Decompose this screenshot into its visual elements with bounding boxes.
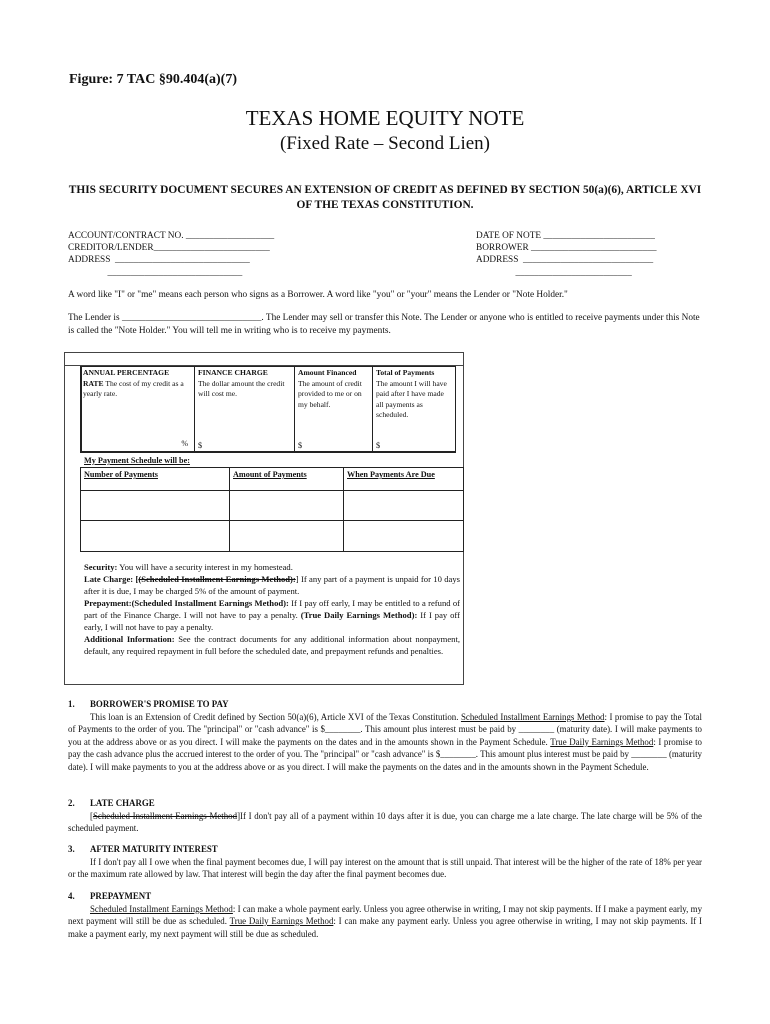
section-title: PREPAYMENT (90, 891, 152, 901)
column-amount-of-payments: Amount of Payments (230, 468, 344, 491)
prepayment-label-true-daily: (True Daily Earnings Method): (300, 610, 418, 620)
table-row (81, 521, 464, 552)
late-charge-text: ] If any part of a payment is unpaid for 10 days after it is due, I may be charged 5% of the amount of payment. (84, 574, 460, 596)
amount-financed-description: The amount of credit provided to me or on my behalf. (298, 378, 362, 409)
tila-apr-cell (80, 366, 195, 453)
section-number: 3. (68, 844, 75, 854)
table-cell[interactable] (81, 521, 230, 552)
header-right-fields: DATE OF NOTE ________________________ BORROWER ___________________________ ADDRESS ____________________________ _________________________ (476, 231, 657, 278)
document-subtitle: (Fixed Rate – Second Lien) (279, 133, 490, 154)
section-text-run: : I can make any payment early. Unless you agree otherwise in writing, I may not skip payments. If I make a payment early, my next payment will still be due as scheduled. (68, 916, 702, 939)
additional-info-label: Additional Information: (84, 634, 175, 644)
section-text-run: Scheduled Installment Earnings Method (90, 903, 233, 914)
prepayment-text-true-daily: If I pay off early, I will not have to pay a penalty. (84, 610, 460, 632)
section-text-run: [ (90, 810, 93, 821)
total-payments-value: $ (376, 440, 381, 450)
section-body (68, 903, 702, 941)
section-heading (68, 890, 702, 903)
security-disclosure (84, 561, 460, 573)
tila-finance-charge-cell (195, 366, 295, 453)
section-text-run: If I don't pay all I owe when the final payment becomes due, I will pay interest on the amount that is still unpaid. That interest will be the higher of the rate of 18% per year or the maximum rate allowed by law. That interest will begin the day after the final payment becomes due. (68, 856, 702, 879)
column-number-of-payments: Number of Payments (81, 468, 230, 491)
total-payments-heading: Total of Payments (376, 368, 435, 377)
section-prepayment (68, 890, 702, 940)
section-text-run: Scheduled Installment Earnings Method (460, 711, 605, 722)
total-payments-description: The amount I will have paid after I have made all payments as scheduled. (376, 378, 447, 419)
section-text-run: True Daily Earnings Method (229, 916, 334, 926)
section-text-run: Scheduled Installment Earnings Method (92, 810, 238, 821)
section-number: 1. (68, 699, 75, 709)
section-body (68, 856, 702, 881)
amount-financed-heading: Amount Financed (298, 368, 357, 377)
disclosure-details (84, 561, 460, 657)
security-text: You will have a security interest in my homestead. (117, 562, 293, 572)
figure-label: Figure: 7 TAC §90.404(a)(7) (69, 72, 237, 87)
finance-charge-heading: FINANCE CHARGE (198, 368, 268, 377)
section-late-charge (68, 797, 702, 835)
section-title: AFTER MATURITY INTEREST (90, 844, 218, 854)
table-cell[interactable] (230, 521, 344, 552)
disclosure-box-header-strip (64, 352, 464, 366)
column-when-payments-due: When Payments Are Due (344, 468, 464, 491)
additional-information (84, 633, 460, 657)
late-charge-struck-method: (Scheduled Installment Earnings Method): (138, 574, 296, 584)
lender-paragraph: The Lender is ______________________________. The Lender may sell or transfer this Note. The Lender or anyone who is entitled to receive payments under this Note is called the "Note Holder." You will tell me in writing who is to receive my payments. (68, 313, 700, 336)
additional-info-text: See the contract documents for any additional information about nonpayment, default, any required repayment in full before the scheduled date, and prepayment refunds and penalties. (84, 634, 460, 656)
amount-financed-value: $ (298, 440, 303, 450)
table-cell[interactable] (230, 490, 344, 521)
security-notice: THIS SECURITY DOCUMENT SECURES AN EXTENSION OF CREDIT AS DEFINED BY SECTION 50(a)(6), ARTICLE XVI OF THE TEXAS CONSTITUTION. (68, 184, 702, 211)
section-text-run: This loan is an Extension of Credit defined by Section 50(a)(6), Article XVI of the Texas Constitution. (90, 711, 461, 722)
section-promise-to-pay (68, 698, 702, 773)
finance-charge-description: The dollar amount the credit will cost me. (198, 378, 285, 398)
section-text-run: True Daily Earnings Method (550, 736, 654, 747)
definitions-paragraph: A word like "I" or "me" means each person who signs as a Borrower. A word like "you" or "your" means the Lender or "Note Holder." (68, 290, 568, 300)
section-number: 2. (68, 798, 75, 808)
prepayment-label: Prepayment:(Scheduled Installment Earnings Method): (84, 598, 289, 608)
payment-schedule-title: My Payment Schedule will be: (84, 456, 190, 465)
section-text-run: : I promise to pay the cash advance plus the accrued interest to the order of you. The "principal" or "cash advance" is $________. This amount plus interest must be paid by ________ (maturity date). I will make payments to you at the address above or as you direct. I will make the payments on the dates and in the amounts shown in the Payment Schedule. (68, 736, 702, 772)
tila-amount-financed-cell (295, 366, 373, 453)
section-text-run: : I can make a whole payment early. Unless you agree otherwise in writing, I may not skip payments. If I make a payment early, my next payment will still be due as scheduled. (68, 903, 703, 926)
apr-value: % (181, 438, 188, 448)
table-cell[interactable] (344, 521, 464, 552)
tila-total-payments-cell (373, 366, 456, 453)
prepayment-disclosure (84, 597, 460, 633)
apr-heading: ANNUAL PERCENTAGE RATE (83, 368, 170, 388)
payment-schedule-table (80, 467, 464, 552)
section-body (68, 810, 702, 835)
table-row (81, 490, 464, 521)
section-text-run: : I promise to pay the Total of Payments to the order of you. The "principal" or "cash advance" is $________. This amount plus interest must be paid by ________ (maturity date). I will make payments to you at the address above or as you direct. I will make the payments on the dates and in the amounts shown in the Payment Schedule. (68, 711, 702, 747)
table-cell[interactable] (344, 490, 464, 521)
header-left-fields: ACCOUNT/CONTRACT NO. ___________________ CREDITOR/LENDER_________________________ ADDRESS _____________________________ _____________________________ (68, 231, 275, 278)
document-title: TEXAS HOME EQUITY NOTE (245, 106, 525, 130)
prepayment-text: If I pay off early, I may be entitled to a refund of part of the Finance Charge. I will not have to pay a penalty. (84, 598, 460, 620)
finance-charge-value: $ (198, 440, 203, 450)
table-header-row (81, 468, 464, 491)
section-heading (68, 698, 702, 711)
section-title: BORROWER'S PROMISE TO PAY (90, 699, 229, 709)
section-title: LATE CHARGE (90, 798, 155, 808)
section-number: 4. (68, 891, 75, 901)
section-heading (68, 797, 702, 810)
section-after-maturity-interest (68, 843, 702, 881)
table-cell[interactable] (81, 490, 230, 521)
section-body (68, 711, 702, 774)
apr-description: The cost of my credit as a yearly rate. (83, 378, 184, 398)
section-heading (68, 843, 702, 856)
late-charge-label: Late Charge: [ (84, 574, 139, 584)
section-text-run: ]If I don't pay all of a payment within 10 days after it is due, you can charge me a late charge. The late charge will be 5% of the scheduled payment. (68, 810, 702, 833)
late-charge-disclosure (84, 573, 460, 597)
security-label: Security: (84, 562, 118, 572)
